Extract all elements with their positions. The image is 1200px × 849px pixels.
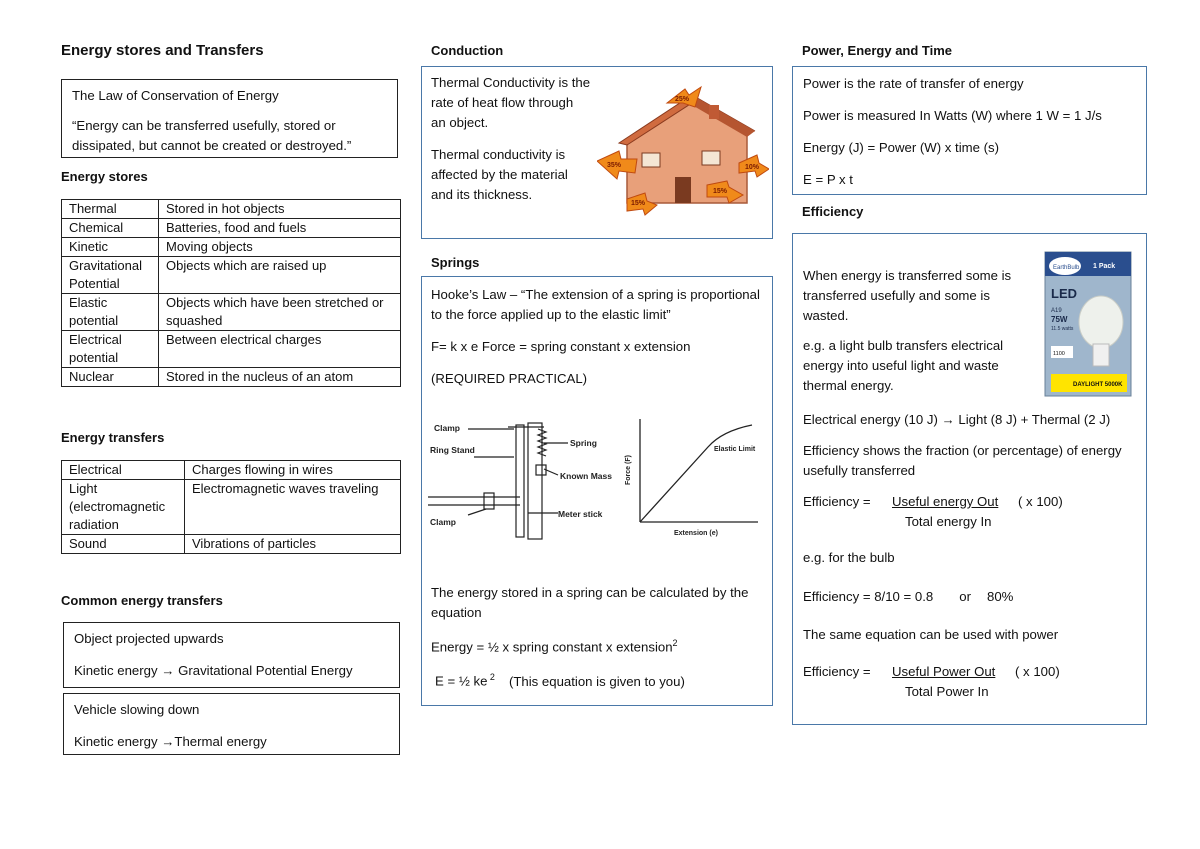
common-title: Object projected upwards: [74, 631, 224, 646]
store-desc: Batteries, food and fuels: [159, 219, 401, 238]
table-row: [62, 461, 401, 480]
table-row: [62, 200, 401, 219]
common-transfer-box: [63, 693, 400, 755]
from-text: Kinetic energy: [74, 734, 162, 749]
clamp-top-label: Clamp: [434, 423, 460, 433]
heat-loss-roof-label: 25%: [675, 96, 690, 103]
electrical-energy-example: [803, 410, 1143, 430]
elastic-limit-label: Elastic Limit: [714, 446, 756, 453]
power-line: Energy (J) = Power (W) x time (s): [803, 140, 1000, 155]
energy-stores-heading: Energy stores: [61, 169, 148, 184]
brand-label: EarthBulb: [1053, 265, 1080, 271]
formula-label: Efficiency =: [803, 494, 871, 509]
store-name: Elastic potential: [62, 294, 159, 331]
squared-sup: 2: [487, 672, 495, 683]
calc-or: or: [959, 589, 971, 604]
heat-loss-wall-label: 35%: [607, 162, 622, 169]
common-transfers-heading: Common energy transfers: [61, 593, 223, 608]
energy-transfers-table: [61, 460, 401, 554]
formula-multiplier: ( x 100): [1018, 494, 1063, 509]
transfer-desc: Vibrations of particles: [185, 535, 401, 554]
efficiency-box: [792, 233, 1147, 725]
transfer-name: Sound: [62, 535, 185, 554]
table-row: [62, 331, 401, 368]
efficiency-example: e.g. a light bulb transfers electrical energy into useful light and waste thermal energy.: [803, 338, 1004, 393]
pack-label: 1 Pack: [1093, 263, 1116, 270]
equation-symbols: E = ½ ke: [435, 673, 488, 689]
led-label: LED: [1051, 286, 1077, 301]
springs-box: [421, 276, 773, 706]
transfer-desc: Charges flowing in wires: [185, 461, 401, 480]
conduction-factors: Thermal conductivity is affected by the material and its thickness.: [431, 147, 568, 202]
x-axis-label: Extension (e): [674, 530, 718, 537]
common-transfer-box: [63, 622, 400, 688]
law-quote: “Energy can be transferred usefully, stored or dissipated, but cannot be created or destroyed.”: [72, 118, 352, 153]
arrow-right-icon: →: [161, 734, 175, 749]
spring-apparatus-diagram: [428, 417, 618, 547]
store-name: Chemical: [62, 219, 159, 238]
from-text: Kinetic energy: [74, 663, 162, 678]
store-desc: Stored in the nucleus of an atom: [159, 368, 401, 387]
power-efficiency-formula: [803, 662, 1143, 706]
energy-stored-text: The energy stored in a spring can be calculated by the equation: [431, 585, 749, 620]
input-energy: Electrical energy (10 J): [803, 412, 942, 427]
store-name: Electrical potential: [62, 331, 159, 368]
house-heat-loss-image: [597, 81, 769, 221]
store-name: Gravitational Potential: [62, 257, 159, 294]
squared-sup: 2: [672, 638, 678, 648]
store-name: Nuclear: [62, 368, 159, 387]
given-note: (This equation is given to you): [508, 673, 685, 689]
transfer-desc: Electromagnetic waves traveling: [185, 480, 401, 535]
table-row: [62, 480, 401, 535]
store-name: Kinetic: [62, 238, 159, 257]
heat-loss-door-label: 15%: [713, 188, 728, 195]
power-line: Power is the rate of transfer of energy: [803, 76, 1024, 91]
equiv-watts-label: 11.5 watts: [1051, 326, 1074, 332]
power-line: E = P x t: [803, 172, 853, 187]
power-box: [792, 66, 1147, 195]
power-heading: Power, Energy and Time: [802, 43, 953, 58]
formula-denominator: Total energy In: [905, 514, 992, 529]
hookes-formula: F= k x e Force = spring constant x extension: [431, 339, 691, 354]
conduction-box: [421, 66, 773, 239]
transfer-name: Light (electromagnetic radiation: [62, 480, 185, 535]
store-desc: Moving objects: [159, 238, 401, 257]
table-row: [62, 368, 401, 387]
efficiency-heading: Efficiency: [802, 204, 864, 219]
conservation-law-box: [61, 79, 398, 158]
calc-value: Efficiency = 8/10 = 0.8: [803, 589, 934, 604]
energy-transfers-heading: Energy transfers: [61, 430, 165, 445]
energy-stores-table: [61, 199, 401, 387]
a19-label: A19: [1051, 308, 1062, 314]
efficiency-intro: When energy is transferred some is transferred usefully and some is wasted.: [803, 268, 1012, 323]
bulb-example-label: e.g. for the bulb: [803, 550, 895, 565]
store-desc: Objects which are raised up: [159, 257, 401, 294]
to-text: Thermal energy: [174, 734, 267, 749]
table-row: [62, 257, 401, 294]
table-row: [62, 294, 401, 331]
common-equation: [74, 732, 389, 752]
equation-words: Energy = ½ x spring constant x extension: [431, 639, 673, 655]
output-energy: Light (8 J) + Thermal (2 J): [954, 412, 1111, 427]
lumens-label: 1100: [1053, 351, 1065, 357]
common-equation: [74, 661, 389, 681]
law-heading: The Law of Conservation of Energy: [72, 88, 279, 103]
table-row: [62, 535, 401, 554]
arrow-right-icon: →: [941, 412, 955, 427]
store-desc: Between electrical charges: [159, 331, 401, 368]
daylight-label: DAYLIGHT 5000K: [1073, 382, 1123, 388]
conduction-heading: Conduction: [431, 43, 504, 58]
formula-numerator: Useful Power Out: [892, 664, 996, 679]
clamp-bottom-label: Clamp: [430, 517, 456, 527]
hookes-law: Hooke’s Law – “The extension of a spring is proportional to the force applied up to the elastic limit”: [431, 287, 760, 322]
store-name: Thermal: [62, 200, 159, 219]
transfer-name: Electrical: [62, 461, 185, 480]
formula-multiplier: ( x 100): [1015, 664, 1060, 679]
table-row: [62, 219, 401, 238]
page-title: Energy stores and Transfers: [61, 42, 264, 59]
store-desc: Objects which have been stretched or squashed: [159, 294, 401, 331]
arrow-right-icon: →: [161, 663, 175, 678]
efficiency-calculation: [803, 587, 1143, 607]
formula-numerator: Useful energy Out: [892, 494, 999, 509]
led-bulb-box-image: [1043, 250, 1133, 398]
efficiency-definition: Efficiency shows the fraction (or percentage) of energy usefully transferred: [803, 443, 1122, 478]
known-mass-label: Known Mass: [560, 471, 612, 481]
spring-label: Spring: [570, 438, 597, 448]
force-extension-graph: [622, 417, 762, 542]
required-practical: (REQUIRED PRACTICAL): [431, 371, 588, 386]
efficiency-formula: [803, 492, 1143, 536]
watts-label: 75W: [1051, 315, 1068, 324]
conduction-definition: Thermal Conductivity is the rate of heat flow through an object.: [431, 75, 591, 130]
common-title: Vehicle slowing down: [74, 702, 200, 717]
meter-stick-label: Meter stick: [558, 509, 603, 519]
store-desc: Stored in hot objects: [159, 200, 401, 219]
elastic-energy-symbol-equation: [431, 667, 765, 691]
to-text: Gravitational Potential Energy: [174, 663, 353, 678]
ring-stand-label: Ring Stand: [430, 445, 475, 455]
elastic-energy-equation: [431, 633, 765, 657]
formula-denominator: Total Power In: [905, 684, 989, 699]
y-axis-label: Force (F): [625, 455, 632, 485]
springs-heading: Springs: [431, 255, 480, 270]
power-line: Power is measured In Watts (W) where 1 W = 1 J/s: [803, 108, 1102, 123]
heat-loss-window-label: 10%: [745, 164, 760, 171]
table-row: [62, 238, 401, 257]
calc-percent: 80%: [987, 589, 1014, 604]
heat-loss-floor-label: 15%: [631, 200, 646, 207]
formula-label: Efficiency =: [803, 664, 871, 679]
power-efficiency-note: The same equation can be used with power: [803, 627, 1059, 642]
